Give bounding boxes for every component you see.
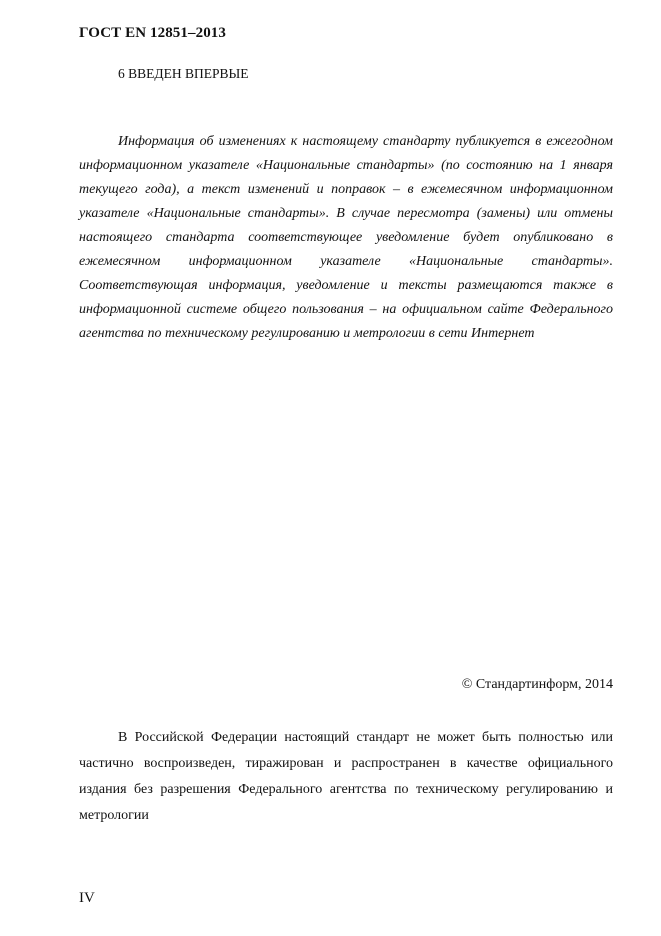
reproduction-restriction-paragraph: В Российской Федерации настоящий стандарт не может быть полностью или частично воспроизведен, тиражирован и распространен в качестве официального издания без разрешения Федерального агентства по техническому регулированию и метрологии <box>79 730 613 823</box>
page-number: IV <box>79 890 95 906</box>
copyright-holder: Стандартинформ, 2014 <box>475 677 613 692</box>
copyright-line <box>462 677 613 693</box>
standard-code-header: ГОСТ EN 12851–2013 <box>79 25 226 41</box>
copyright-icon: © <box>461 677 473 692</box>
section-introduced-first-time: 6 ВВЕДЕН ВПЕРВЫЕ <box>118 66 249 81</box>
amendments-info-paragraph: Информация об изменениях к настоящему стандарту публикуется в ежегодном информационном указателе «Национальные стандарты» (по состоянию на 1 января текущего года), а текст изменений и поправок – в ежемесячном информационном указателе «Национальные стандарты». В случае пересмотра (замены) или отмены настоящего стандарта соответствующее уведомление будет опубликовано в ежемесячном информационном указателе «Национальные стандарты». Соответствующая информация, уведомление и тексты размещаются также в информационной системе общего пользования – на официальном сайте Федерального агентства по техническому регулированию и метрологии в сети Интернет <box>79 134 613 341</box>
